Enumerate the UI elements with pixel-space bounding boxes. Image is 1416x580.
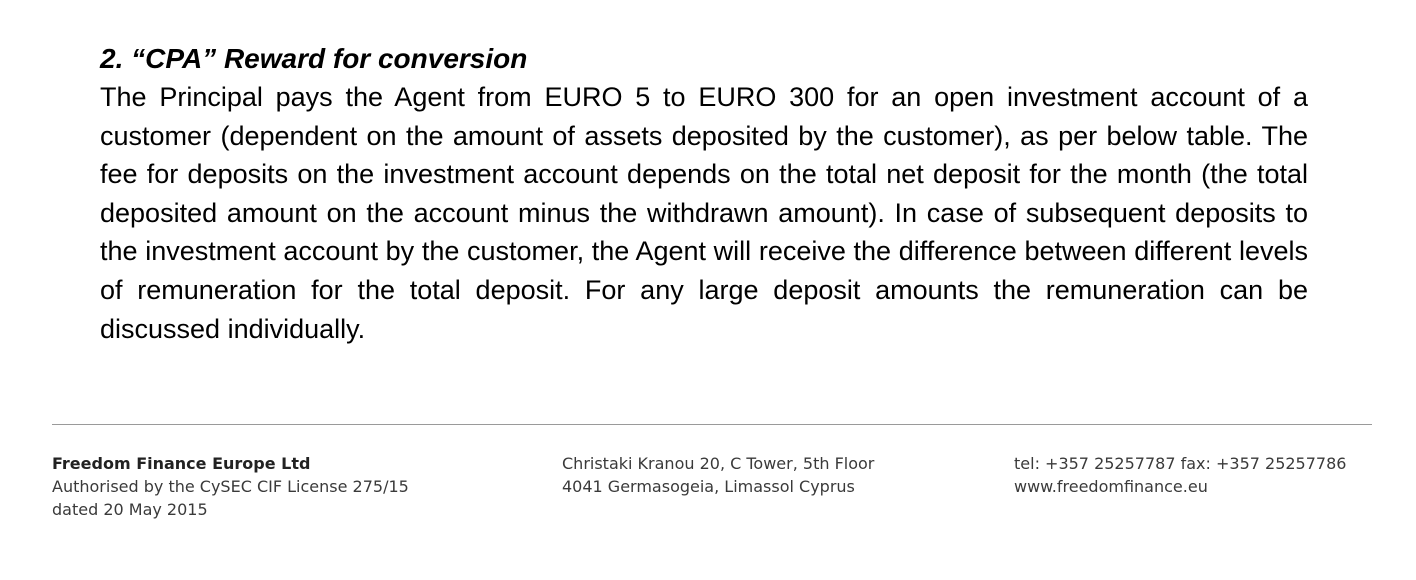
section-heading: 2. “CPA” Reward for conversion	[100, 43, 528, 74]
phone-fax: tel: +357 25257787 fax: +357 25257786	[1014, 454, 1347, 473]
company-name: Freedom Finance Europe Ltd	[52, 454, 311, 473]
footer-divider	[52, 424, 1372, 425]
cpa-section	[100, 40, 1308, 348]
address-line-2: 4041 Germasogeia, Limassol Cyprus	[562, 477, 855, 496]
website-link[interactable]: www.freedomfinance.eu	[1014, 477, 1208, 496]
license-date: dated 20 May 2015	[52, 500, 208, 519]
footer-company-info	[52, 452, 409, 521]
footer-address	[562, 452, 874, 498]
section-paragraph: The Principal pays the Agent from EURO 5 to EURO 300 for an open investment account of a customer (dependent on the amount of assets deposited by the customer), as per below table. The fee for deposits on the investment account depends on the total net deposit for the month (the total deposited amount on the account minus the withdrawn amount). In case of subsequent deposits to the investment account by the customer, the Agent will receive the difference between different levels of remuneration for the total deposit. For any large deposit amounts the remuneration can be discussed individually.	[100, 82, 1308, 344]
address-line-1: Christaki Kranou 20, C Tower, 5th Floor	[562, 454, 875, 473]
footer-contact	[1014, 452, 1346, 498]
license-text: Authorised by the CySEC CIF License 275/15	[52, 477, 409, 496]
